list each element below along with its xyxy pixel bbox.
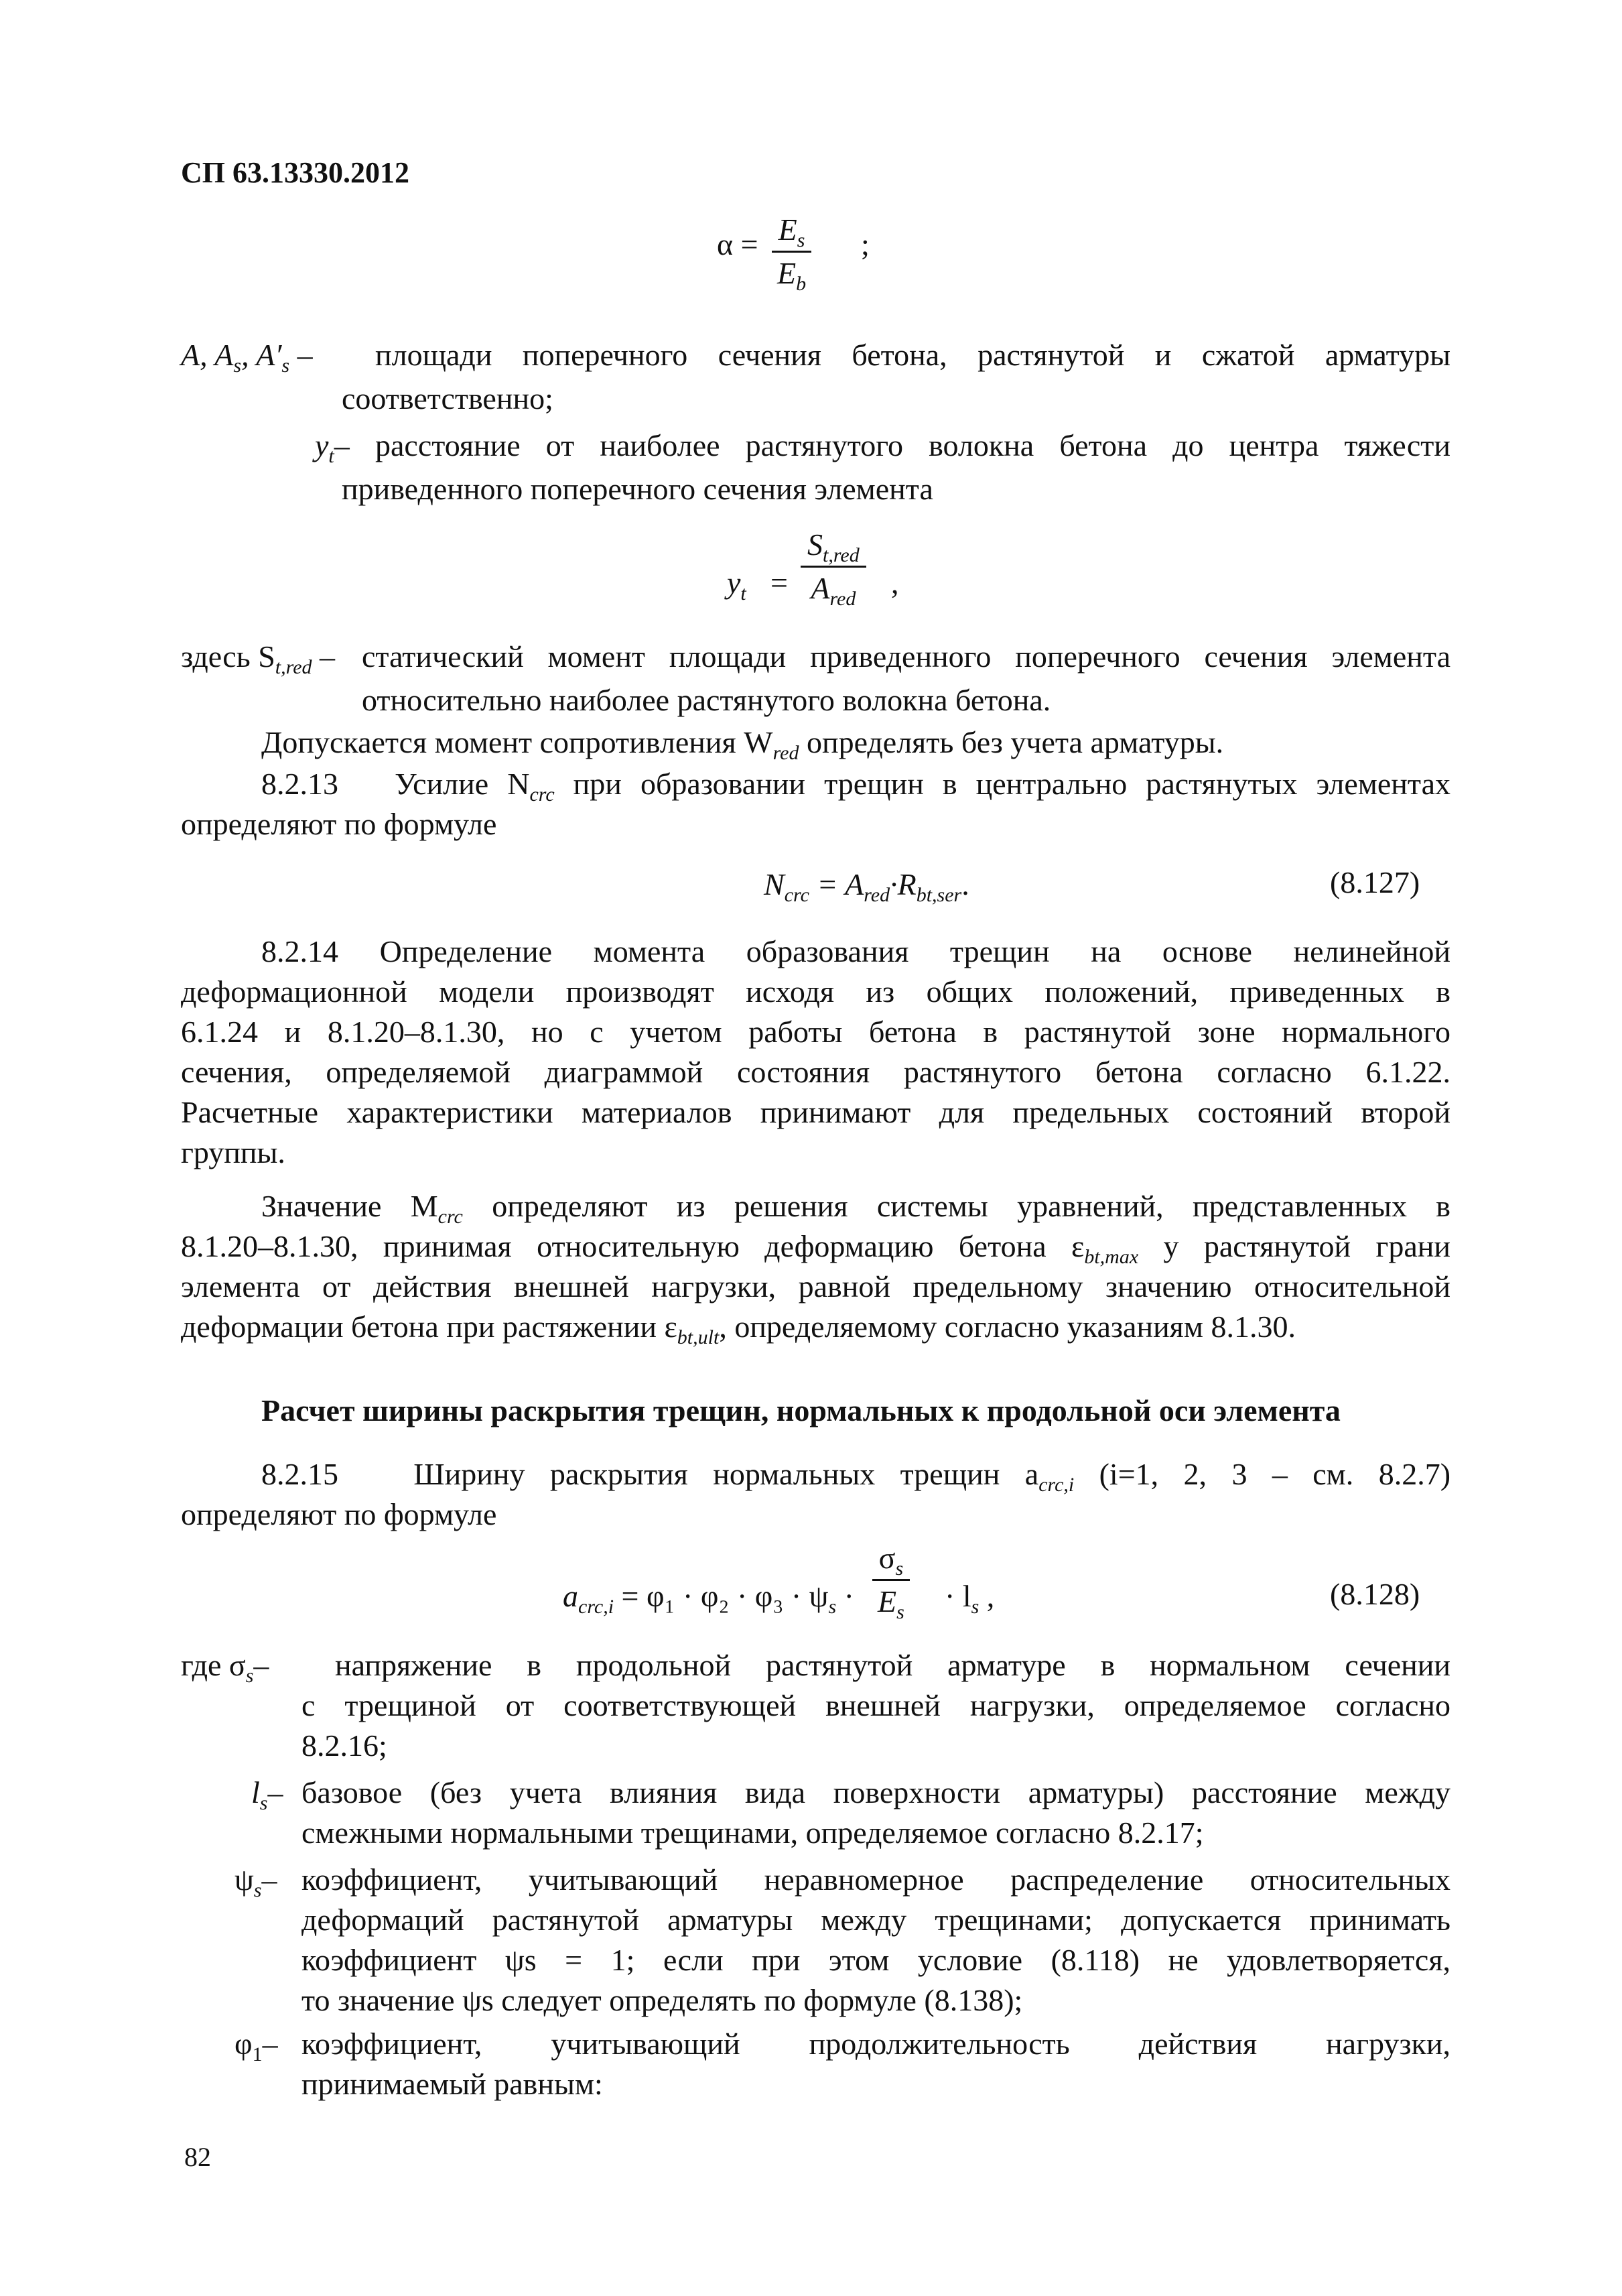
es-denominator-sub: s — [896, 1601, 904, 1623]
def-term-psi-s: $\psi_s-$ — [234, 1862, 277, 1901]
equation-number-8-127: (8.127) — [1330, 865, 1420, 899]
sigma-numerator-sub: s — [895, 1557, 904, 1580]
def-term-ls: $l_s-$ — [251, 1775, 283, 1814]
mcrc-line2: 8.1.20–8.1.30, принимая относительную деформацию бетона $\varepsilon_{bt,max}$ у растянутой грани — [181, 1229, 1450, 1268]
yt-equals: = — [770, 566, 788, 600]
formula-8-128-fraction — [871, 1540, 911, 1623]
def-term-sigma-s: где $\sigma_s-$ — [181, 1648, 269, 1687]
alpha-numerator: E — [778, 212, 797, 247]
yt-numerator-sub: t,red — [823, 544, 860, 566]
alpha-lhs: α = — [717, 227, 758, 261]
def-term-areas: A, $A_s$, $A'_s$ – — [181, 338, 313, 377]
document-code: СП 63.13330.2012 — [181, 156, 409, 189]
yt-numerator: S — [807, 527, 823, 562]
paragraph-wred: Допускается момент сопротивления $W_{red}$ определять без учета арматуры. — [261, 725, 1224, 764]
alpha-tail: ; — [861, 227, 870, 261]
def-phi-line: коэффициент, учитывающий продолжительность действия нагрузки, — [301, 2027, 1450, 2061]
clause-8-2-15-line2: определяют по формуле — [181, 1497, 497, 1531]
def-sigma-line: 8.2.16; — [301, 1728, 387, 1763]
def-ls-line: базовое (без учета влияния вида поверхности арматуры) расстояние между — [301, 1775, 1450, 1809]
yt-tail: , — [891, 566, 899, 600]
yt-lhs: $y_t$ — [727, 566, 746, 604]
def-sigma-line: с трещиной от соответствующей внешней нагрузки, определяемое согласно — [301, 1688, 1450, 1722]
def-psi-line: то значение ψs следует определять по формуле (8.138); — [301, 1983, 1023, 2017]
alpha-denominator-sub: b — [796, 273, 807, 295]
alpha-numerator-sub: s — [797, 229, 805, 251]
mcrc-line3: элемента от действия внешней нагрузки, равной предельному значению относительной — [181, 1269, 1450, 1303]
page-number: 82 — [184, 2142, 211, 2172]
def-psi-line: деформаций растянутой арматуры между трещинами; допускается принимать — [301, 1903, 1450, 1937]
clause-8-2-13-line1: 8.2.13 Усилие $N_{crc}$ при образовании трещин в центрально растянутых элементах — [261, 767, 1450, 806]
def-yt-line2: приведенного поперечного сечения элемента — [342, 472, 933, 506]
clause-8-2-14-line: деформационной модели производят исходя из общих положений, приведенных в — [181, 974, 1450, 1009]
def-areas-line2: соответственно; — [342, 381, 553, 416]
yt-denominator-sub: red — [829, 588, 856, 610]
mcrc-line1: Значение $M_{crc}$ определяют из решения системы уравнений, представленных в — [261, 1189, 1451, 1228]
formula-8-128-left: $a_{crc,i} = \varphi_1 \cdot \varphi_2 \cdot \varphi_3 \cdot \psi_s$ · — [563, 1579, 854, 1618]
alpha-fraction — [770, 212, 813, 295]
formula-8-128-right: · $l_s$ , — [945, 1579, 995, 1618]
here-line2: относительно наиболее растянутого волокна бетона. — [362, 683, 1051, 717]
section-title: Расчет ширины раскрытия трещин, нормальных к продольной оси элемента — [261, 1393, 1341, 1427]
def-ls-line: смежными нормальными трещинами, определяемое согласно 8.2.17; — [301, 1815, 1204, 1850]
es-denominator: E — [878, 1584, 897, 1618]
clause-8-2-14-line: 8.2.14 Определение момента образования трещин на основе нелинейной — [261, 934, 1450, 968]
mcrc-line4: деформации бетона при растяжении $\varepsilon_{bt,ult}$, определяемому согласно указаниям 8.1.30. — [181, 1310, 1296, 1348]
def-phi-line: принимаемый равным: — [301, 2067, 603, 2101]
clause-8-2-14-line: 6.1.24 и 8.1.20–8.1.30, но с учетом работы бетона в растянутой зоне нормального — [181, 1015, 1450, 1049]
here-line1: статический момент площади приведенного поперечного сечения элемента — [362, 639, 1450, 674]
def-yt-line1: расстояние от наиболее растянутого волокна бетона до центра тяжести — [375, 428, 1450, 462]
def-areas-line1: площади поперечного сечения бетона, растянутой и сжатой арматуры — [375, 338, 1450, 372]
formula-8-127-body: $N_{crc} = A_{red}\cdot R_{bt,ser}$. — [764, 867, 969, 906]
clause-8-2-14-line: Расчетные характеристики материалов принимают для предельных состояний второй — [181, 1095, 1450, 1129]
def-term-yt: $y_t-$ — [315, 428, 350, 467]
yt-fraction — [801, 527, 866, 610]
clause-8-2-14-line: группы. — [181, 1135, 285, 1169]
alpha-denominator: E — [777, 256, 797, 290]
clause-8-2-14-line: сечения, определяемой диаграммой состояния растянутого бетона согласно 6.1.22. — [181, 1055, 1450, 1089]
def-term-phi-1: $\varphi_1-$ — [234, 2027, 278, 2065]
def-psi-line: коэффициент ψs = 1; если при этом условие (8.118) не удовлетворяется, — [301, 1943, 1450, 1977]
yt-denominator: A — [811, 571, 830, 605]
equation-number-8-128: (8.128) — [1330, 1577, 1420, 1611]
clause-8-2-13-line2: определяют по формуле — [181, 807, 497, 841]
def-psi-line: коэффициент, учитывающий неравномерное распределение относительных — [301, 1862, 1450, 1897]
sigma-numerator: σ — [878, 1541, 896, 1575]
def-sigma-line: напряжение в продольной растянутой арматуре в нормальном сечении — [335, 1648, 1450, 1682]
clause-8-2-15-line1: 8.2.15 Ширину раскрытия нормальных трещин $a_{crc,i}$ (i=1, 2, 3 – см. 8.2.7) — [261, 1457, 1451, 1496]
here-term: здесь $S_{t,red}$ – — [181, 639, 336, 678]
